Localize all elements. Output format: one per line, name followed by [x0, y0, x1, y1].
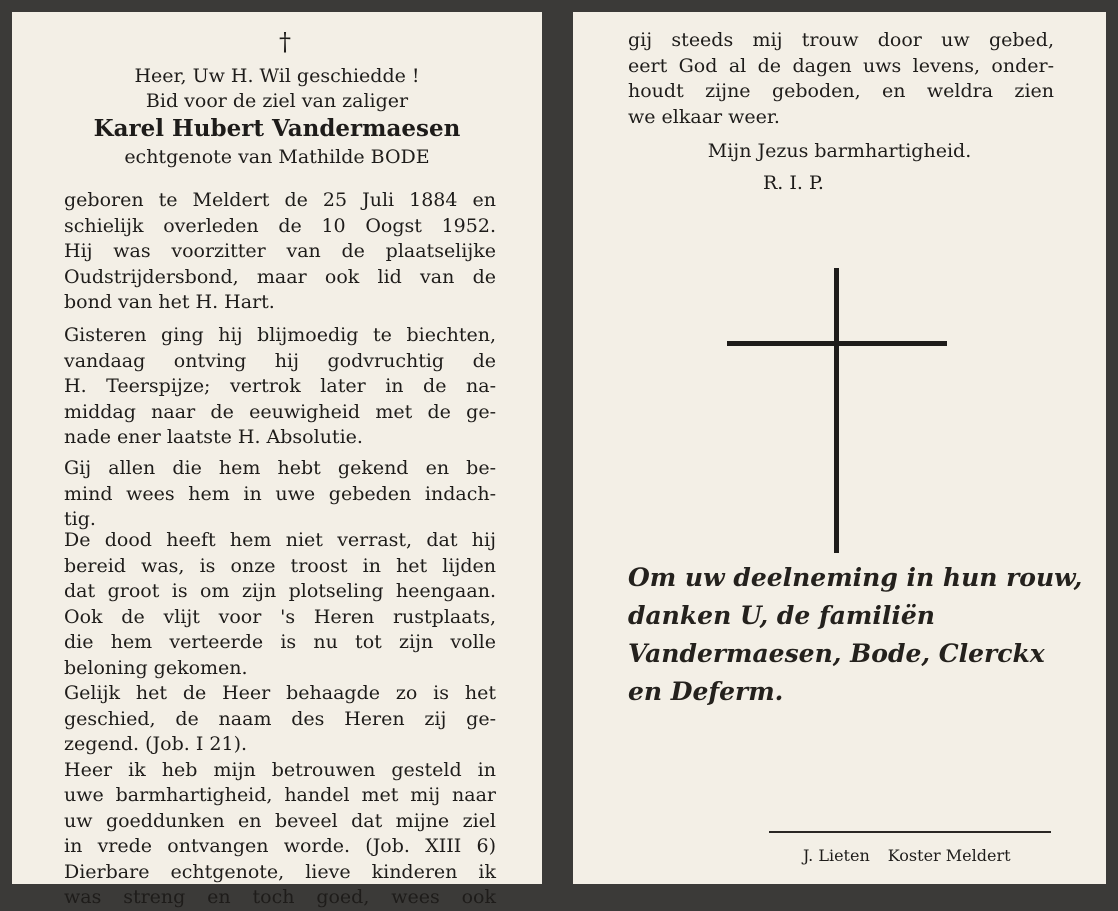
text-line: was streng en toch goed, wees ook	[64, 886, 496, 908]
text-line: uwe barmhartigheid, handel met mij naar	[64, 784, 496, 806]
text-line: Oudstrijdersbond, maar ook lid van de	[64, 265, 496, 288]
small-cross-icon: †	[279, 28, 291, 56]
consolation-paragraph	[64, 528, 496, 911]
text-line: eert God al de dagen uws levens, onder-	[628, 54, 1054, 77]
printer-credit	[803, 846, 1011, 866]
invocation-line: Heer, Uw H. Wil geschiedde !	[134, 65, 420, 87]
biography-paragraph	[64, 188, 496, 316]
text-line: geschied, de naam des Heren zij ge-	[64, 707, 496, 730]
prayer-line: Mijn Jezus barmhartigheid.	[707, 140, 972, 162]
right-memorial-card	[573, 12, 1106, 884]
rip-line: R. I. P.	[763, 172, 824, 194]
prayer-request-line: Bid voor de ziel van zaliger	[145, 90, 409, 112]
text-line: middag naar de eeuwigheid met de ge-	[64, 400, 496, 423]
cross-icon	[727, 268, 947, 553]
closing-paragraph	[628, 28, 1054, 130]
printer-location: Koster Meldert	[887, 846, 1011, 865]
text-line: Gij allen die hem hebt gekend en be-	[64, 457, 496, 479]
remembrance-paragraph	[64, 456, 496, 533]
cross-vertical-bar	[834, 268, 839, 553]
text-line: zegend. (Job. I 21).	[64, 733, 248, 755]
text-line: schielijk overleden de 10 Oogst 1952.	[64, 214, 496, 237]
thanks-line: Vandermaesen, Bode, Clerckx	[628, 639, 1045, 668]
thanks-line: en Deferm.	[628, 677, 784, 706]
last-rites-paragraph	[64, 323, 496, 451]
text-line: bereid was, is onze troost in het lijden	[64, 554, 496, 577]
deceased-name: Karel Hubert Vandermaesen	[93, 115, 461, 142]
spouse-line: echtgenote van Mathilde BODE	[124, 146, 430, 168]
text-line: De dood heeft hem niet verrast, dat hij	[64, 529, 496, 551]
text-line: Ook de vlijt voor 's Heren rustplaats,	[64, 605, 496, 628]
text-line: Heer ik heb mijn betrouwen gesteld in	[64, 758, 496, 781]
left-memorial-card	[12, 12, 542, 908]
text-line: uw goeddunken en beveel dat mijne ziel	[64, 809, 496, 832]
text-line: die hem verteerde is nu tot zijn volle	[64, 631, 496, 653]
text-line: vandaag ontving hij godvruchtig de	[64, 349, 496, 372]
text-line: tig.	[64, 508, 96, 530]
text-line: Hij was voorzitter van de plaatselijke	[64, 240, 496, 262]
text-line: Dierbare echtgenote, lieve kinderen ik	[64, 860, 496, 883]
cross-horizontal-bar	[727, 341, 947, 346]
text-line: mind wees hem in uwe gebeden indach-	[64, 482, 496, 505]
text-line: nade ener laatste H. Absolutie.	[64, 426, 363, 448]
text-line: Gisteren ging hij blijmoedig te biechten,	[64, 324, 496, 346]
text-line: gij steeds mij trouw door uw gebed,	[628, 29, 1054, 51]
text-line: we elkaar weer.	[628, 105, 780, 128]
text-line: in vrede ontvangen worde. (Job. XIII 6)	[64, 835, 496, 857]
text-line: geboren te Meldert de 25 Juli 1884 en	[64, 189, 496, 211]
printer-name: J. Lieten	[803, 846, 870, 865]
family-thanks	[628, 559, 1083, 711]
text-line: Gelijk het de Heer behaagde zo is het	[64, 682, 496, 704]
text-line: beloning gekomen.	[64, 656, 248, 679]
thanks-line: danken U, de familiën	[628, 601, 935, 630]
text-line: houdt zijne geboden, en weldra zien	[628, 80, 1054, 102]
text-line: dat groot is om zijn plotseling heengaan.	[64, 580, 496, 602]
text-line: bond van het H. Hart.	[64, 291, 275, 313]
text-line: H. Teerspijze; vertrok later in de na-	[64, 375, 496, 397]
thanks-line: Om uw deelneming in hun rouw,	[628, 563, 1083, 592]
card-header	[12, 64, 542, 170]
footer-divider	[769, 831, 1051, 833]
